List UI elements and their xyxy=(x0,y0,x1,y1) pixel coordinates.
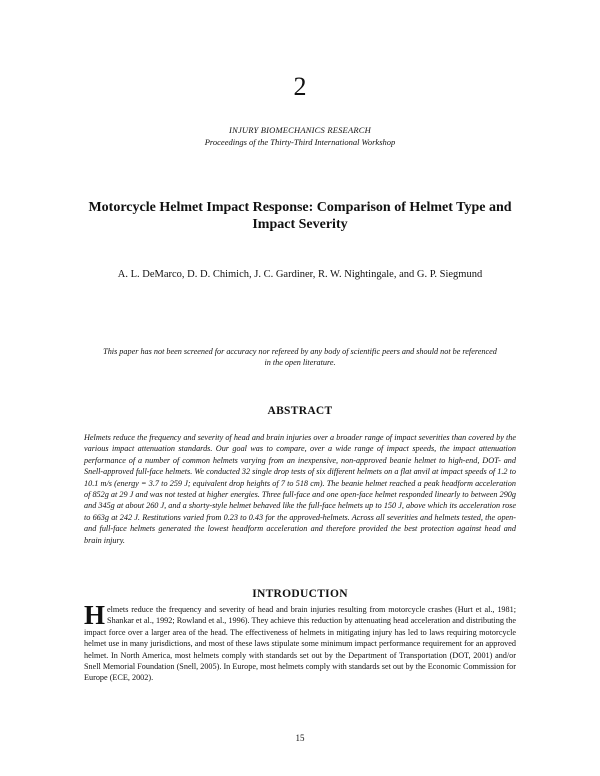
introduction-heading: INTRODUCTION xyxy=(252,588,348,600)
proceedings-subtitle: Proceedings of the Thirty-Third International Workshop xyxy=(204,137,396,147)
introduction-text: elmets reduce the frequency and severity of head and brain injuries resulting from motorcycle crashes (Hurt et al., 1981; Shankar et al., 1992; Rowland et al., 1996). They achieve this reduction by attenuating head acceleration and distributing the impact force over a larger area of the head. The effectiveness of helmets in mitigating injury has led to laws requiring motorcycle helmet use in many jurisdictions, and most of these laws stipulate some minimum impact performance requirement for an approved helmet. In North America, most helmets comply with standards set out by the Department of Transportation (DOT, 2001) and/or Snell Memorial Foundation (Snell, 2005). In Europe, most helmets comply with standards set out by the Economic Commission for Europe (ECE, 2002). xyxy=(84,605,516,683)
author-list: A. L. DeMarco, D. D. Chimich, J. C. Gardiner, R. W. Nightingale, and G. P. Siegmund xyxy=(117,269,483,280)
drop-cap: H xyxy=(84,600,106,630)
paper-title: Motorcycle Helmet Impact Response: Comparison of Helmet Type and Impact Severity xyxy=(88,200,512,232)
abstract-heading: ABSTRACT xyxy=(267,405,333,417)
series-title: INJURY BIOMECHANICS RESEARCH xyxy=(229,125,371,135)
disclaimer-note: This paper has not been screened for accuracy nor refereed by any body of scientific peers and should not be referenced in the open literature. xyxy=(103,347,497,367)
abstract-text: Helmets reduce the frequency and severity of head and brain injuries over a broader range of impact severities than covered by the various impact attenuation standards. Our goal was to compare, over a wide range of impact speeds, the impact attenuation performance of a number of common helmets varying from an inexpensive, non-approved beanie helmet to high-end, DOT- and Snell-approved full-face helmets. We conducted 32 single drop tests of six different helmets on a flat anvil at impact speeds of 1.2 to 10.1 m/s (energy = 3.7 to 259 J; equivalent drop heights of 7 to 518 cm). The beanie helmet reached a peak headform acceleration of 852g at 29 J and was not tested at higher energies. Three full-face and one open-face helmet responded linearly to between 290g and 345g at about 260 J, and a shorty-style helmet behaved like the full-face helmets up to 150 J, above which its acceleration rose to 663g at 242 J. Restitutions varied from 0.23 to 0.43 for the approved-helmets. Across all severities and helmets tested, the open- and full-face helmets generated the lowest headform acceleration and therefore provided the best protection against head and brain injury. xyxy=(84,433,516,545)
introduction-paragraph xyxy=(84,600,516,684)
chapter-number: 2 xyxy=(293,72,307,101)
page-number: 15 xyxy=(295,733,305,743)
